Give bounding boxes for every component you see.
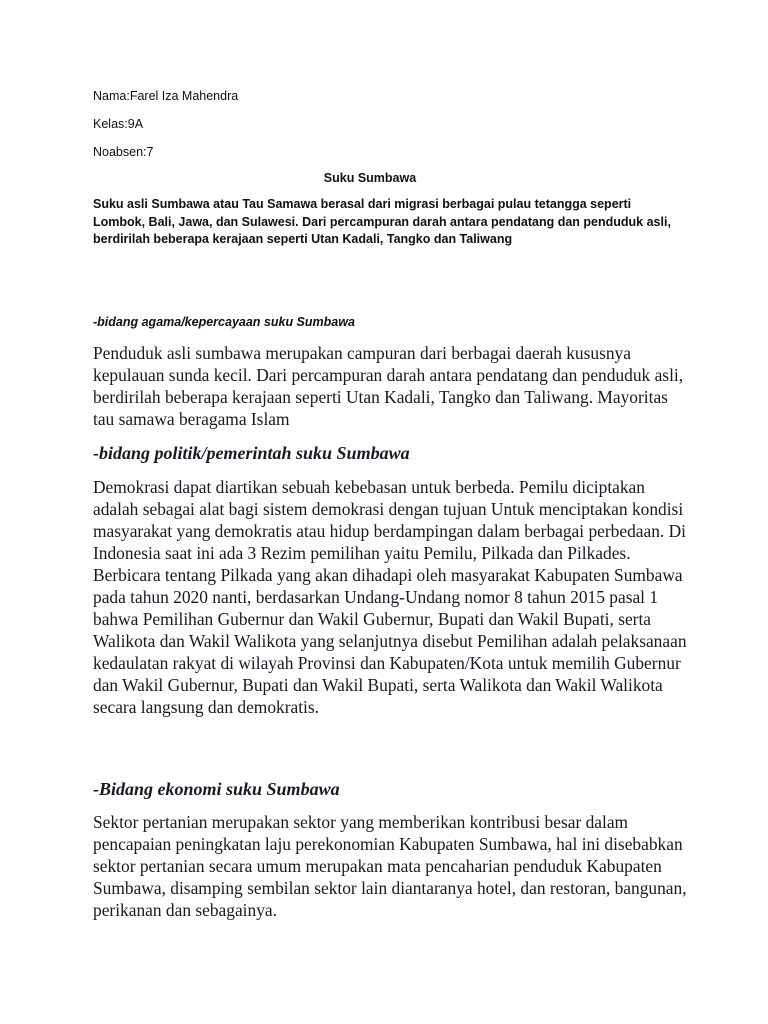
- student-class: Kelas:9A: [93, 117, 144, 131]
- section-heading-politics: -bidang politik/pemerintah suku Sumbawa: [93, 443, 410, 463]
- section-body-economy: Sektor pertanian merupakan sektor yang memberikan kontribusi besar dalam pencapaian peningkatan laju perekonomian Kabupaten Sumbawa, hal ini disebabkan sektor pertanian secara umum merupakan mata pencaharian penduduk Kabupaten Sumbawa, disamping sembilan sektor lain diantaranya hotel, dan restoran, bangunan, perikanan dan sebagainya.: [93, 812, 687, 920]
- student-absen-number: Noabsen:7: [93, 145, 154, 159]
- section-body-religion: Penduduk asli sumbawa merupakan campuran dari berbagai daerah kususnya kepulauan sunda kecil. Dari percampuran darah antara pendatang dan penduduk asli, berdirilah beberapa kerajaan seperti Utan Kadali, Tangko dan Taliwang. Mayoritas tau samawa beragama Islam: [93, 343, 684, 429]
- section-heading-economy: -Bidang ekonomi suku Sumbawa: [93, 779, 340, 799]
- student-name: Nama:Farel Iza Mahendra: [93, 89, 239, 103]
- intro-paragraph: Suku asli Sumbawa atau Tau Samawa berasal dari migrasi berbagai pulau tetangga seperti Lombok, Bali, Jawa, dan Sulawesi. Dari percampuran darah antara pendatang dan penduduk asli, berdirilah beberapa kerajaan seperti Utan Kadali, Tangko dan Taliwang: [93, 197, 671, 246]
- section-body-politics: Demokrasi dapat diartikan sebuah kebebasan untuk berbeda. Pemilu diciptakan adalah sebagai alat bagi sistem demokrasi dengan tujuan Untuk menciptakan kondisi masyarakat yang demokratis atau hidup berdampingan dalam berbagai perbedaan. Di Indonesia saat ini ada 3 Rezim pemilihan yaitu Pemilu, Pilkada dan Pilkades. Berbicara tentang Pilkada yang akan dihadapi oleh masyarakat Kabupaten Sumbawa pada tahun 2020 nanti, berdasarkan Undang-Undang nomor 8 tahun 2015 pasal 1 bahwa Pemilihan Gubernur dan Wakil Gubernur, Bupati dan Wakil Bupati, serta Walikota dan Wakil Walikota yang selanjutnya disebut Pemilihan adalah pelaksanaan kedaulatan rakyat di wilayah Provinsi dan Kabupaten/Kota untuk memilih Gubernur dan Wakil Gubernur, Bupati dan Wakil Bupati, serta Walikota dan Wakil Walikota secara langsung dan demokratis.: [93, 477, 687, 717]
- section-heading-religion: -bidang agama/kepercayaan suku Sumbawa: [93, 315, 355, 329]
- document-title: Suku Sumbawa: [323, 171, 417, 185]
